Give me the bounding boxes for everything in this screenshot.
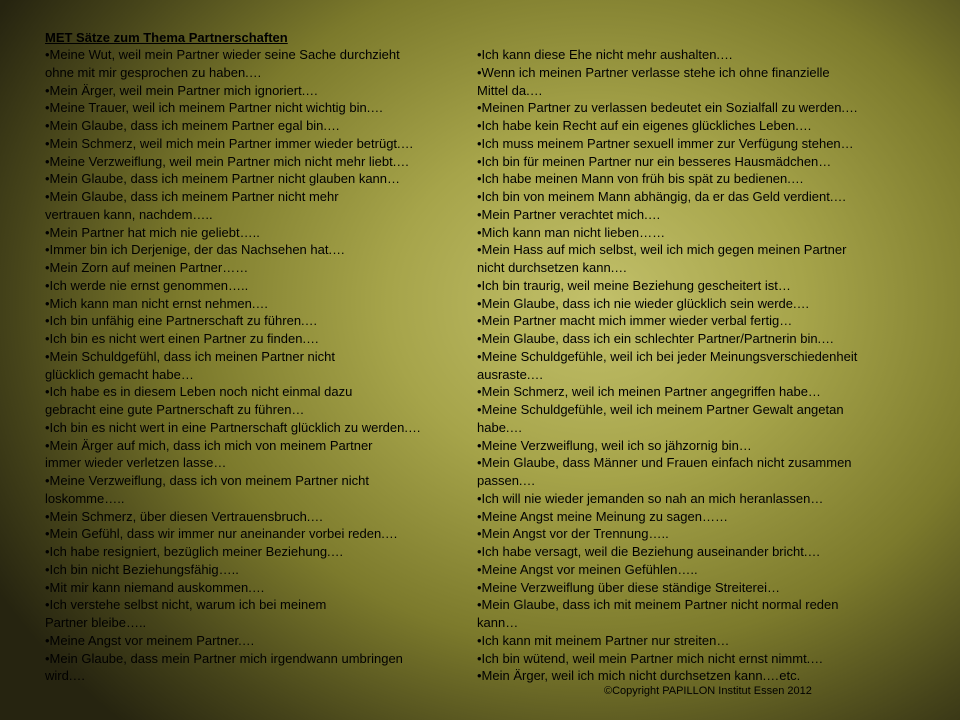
statement-item: •Mein Glaube, dass ich ein schlechter Partner/Partnerin bin.… bbox=[477, 331, 835, 346]
statement-item: •Mein Glaube, dass ich mit meinem Partner nicht normal reden kann… bbox=[477, 597, 839, 630]
statement-item: •Ich bin traurig, weil meine Beziehung gescheitert ist… bbox=[477, 277, 791, 293]
statement-item: •Meinen Partner zu verlassen bedeutet ein Sozialfall zu werden.… bbox=[477, 100, 859, 116]
statement-item: •Mein Hass auf mich selbst, weil ich mich gegen meinen Partner nicht durchsetzen kann.… bbox=[477, 242, 847, 275]
statement-item: •Meine Verzweiflung, weil ich so jähzornig bin… bbox=[477, 437, 752, 453]
statement-item: •Mein Schmerz, weil ich meinen Partner angegriffen habe… bbox=[477, 384, 821, 400]
statement-item: •Ich bin für meinen Partner nur ein besseres Hausmädchen… bbox=[477, 153, 832, 169]
right-statement-list bbox=[477, 46, 907, 685]
statement-item: •Ich will nie wieder jemanden so nah an mich heranlassen… bbox=[477, 490, 824, 506]
statement-item: •Mich kann man nicht lieben…… bbox=[477, 224, 666, 240]
statement-item: •Ich habe kein Recht auf ein eigenes glückliches Leben.… bbox=[477, 118, 812, 133]
statement-item: •Ich habe es in diesem Leben noch nicht einmal dazu gebracht eine gute Partnerschaft zu führen… bbox=[45, 384, 353, 417]
statement-item: •Meine Angst vor meinem Partner.… bbox=[45, 632, 255, 648]
statement-item: •Ich kann diese Ehe nicht mehr aushalten.… bbox=[477, 47, 734, 62]
statement-item: •Ich werde nie ernst genommen….. bbox=[45, 277, 249, 293]
statement-item: •Mit mir kann niemand auskommen.… bbox=[45, 579, 265, 595]
left-statement-list bbox=[45, 46, 477, 685]
statement-item: •Ich kann mit meinem Partner nur streiten… bbox=[477, 632, 730, 648]
statement-item: •Mein Partner macht mich immer wieder verbal fertig… bbox=[477, 313, 793, 329]
statement-item: •Ich bin von meinem Mann abhängig, da er das Geld verdient.… bbox=[477, 189, 847, 204]
statement-item: •Mein Glaube, dass ich meinem Partner nicht mehr vertrauen kann, nachdem….. bbox=[45, 189, 339, 222]
statement-item: •Mein Ärger auf mich, dass ich mich von meinem Partner immer wieder verletzen lasse… bbox=[45, 437, 373, 471]
statement-item: •Mein Schuldgefühl, dass ich meinen Partner nicht glücklich gemacht habe… bbox=[45, 348, 335, 382]
statement-item: •Mein Partner verachtet mich.… bbox=[477, 206, 661, 222]
statement-item: •Meine Trauer, weil ich meinem Partner nicht wichtig bin.… bbox=[45, 100, 384, 116]
statement-item: •Ich bin es nicht wert einen Partner zu finden.… bbox=[45, 331, 320, 346]
statement-item: •Ich habe meinen Mann von früh bis spät zu bedienen.… bbox=[477, 171, 804, 187]
statement-item: •Mein Ärger, weil mein Partner mich ignoriert.… bbox=[45, 82, 319, 98]
statement-item: •Mein Partner hat mich nie geliebt….. bbox=[45, 224, 260, 240]
statement-item: •Ich bin nicht Beziehungsfähig….. bbox=[45, 561, 239, 577]
statement-item: •Ich bin es nicht wert in eine Partnerschaft glücklich zu werden.… bbox=[45, 419, 421, 435]
statement-item: •Meine Angst vor meinen Gefühlen….. bbox=[477, 561, 698, 577]
statement-item: •Ich bin unfähig eine Partnerschaft zu führen.… bbox=[45, 313, 318, 329]
statement-item: •Mein Angst vor der Trennung….. bbox=[477, 526, 669, 542]
statement-item: •Meine Angst meine Meinung zu sagen…… bbox=[477, 508, 728, 524]
statement-item: •Meine Verzweiflung, dass ich von meinem Partner nicht loskomme….. bbox=[45, 473, 369, 506]
statement-item: •Mein Glaube, dass mein Partner mich irgendwann umbringen wird.… bbox=[45, 650, 403, 684]
statement-item: •Ich habe versagt, weil die Beziehung auseinander bricht.… bbox=[477, 544, 821, 559]
statement-item: •Mein Glaube, dass Männer und Frauen einfach nicht zusammen passen.… bbox=[477, 455, 852, 488]
statement-item: •Mein Schmerz, über diesen Vertrauensbruch.… bbox=[45, 508, 324, 524]
statement-item: •Mein Gefühl, dass wir immer nur aneinander vorbei reden.… bbox=[45, 526, 398, 542]
slide-title: MET Sätze zum Thema Partnerschaften bbox=[45, 30, 288, 45]
statement-item: •Meine Verzweiflung über diese ständige Streiterei… bbox=[477, 579, 780, 595]
statement-item: •Meine Schuldgefühle, weil ich bei jeder Meinungsverschiedenheit ausraste.… bbox=[477, 348, 858, 382]
statement-item: •Mein Ärger, weil ich mich nicht durchsetzen kann.…etc. bbox=[477, 668, 801, 684]
statement-item: •Mein Glaube, dass ich nie wieder glücklich sein werde.… bbox=[477, 295, 810, 311]
statement-item: •Ich bin wütend, weil mein Partner mich nicht ernst nimmt.… bbox=[477, 650, 824, 666]
statement-item: •Ich muss meinem Partner sexuell immer zur Verfügung stehen… bbox=[477, 135, 854, 151]
statement-item: •Immer bin ich Derjenige, der das Nachsehen hat.… bbox=[45, 242, 346, 258]
statement-item: •Meine Verzweiflung, weil mein Partner mich nicht mehr liebt.… bbox=[45, 153, 410, 169]
statement-item: •Mein Zorn auf meinen Partner…… bbox=[45, 260, 249, 275]
statement-item: •Wenn ich meinen Partner verlasse stehe ich ohne finanzielle Mittel da.… bbox=[477, 64, 830, 98]
statement-item: •Mein Schmerz, weil mich mein Partner immer wieder betrügt.… bbox=[45, 135, 414, 151]
statement-item: •Meine Schuldgefühle, weil ich meinem Partner Gewalt angetan habe.… bbox=[477, 402, 844, 435]
statement-item: •Meine Wut, weil mein Partner wieder seine Sache durchzieht ohne mit mir gesprochen zu haben.… bbox=[45, 47, 400, 80]
statement-item: •Mein Glaube, dass ich meinem Partner nicht glauben kann… bbox=[45, 171, 401, 187]
statement-item: •Mein Glaube, dass ich meinem Partner egal bin.… bbox=[45, 118, 341, 133]
statement-item: •Ich habe resigniert, bezüglich meiner Beziehung.… bbox=[45, 544, 344, 559]
statement-item: •Ich verstehe selbst nicht, warum ich bei meinem Partner bleibe….. bbox=[45, 597, 327, 630]
statement-item: •Mich kann man nicht ernst nehmen.… bbox=[45, 295, 269, 311]
copyright-notice: ©Copyright PAPILLON Institut Essen 2012 bbox=[604, 685, 812, 697]
